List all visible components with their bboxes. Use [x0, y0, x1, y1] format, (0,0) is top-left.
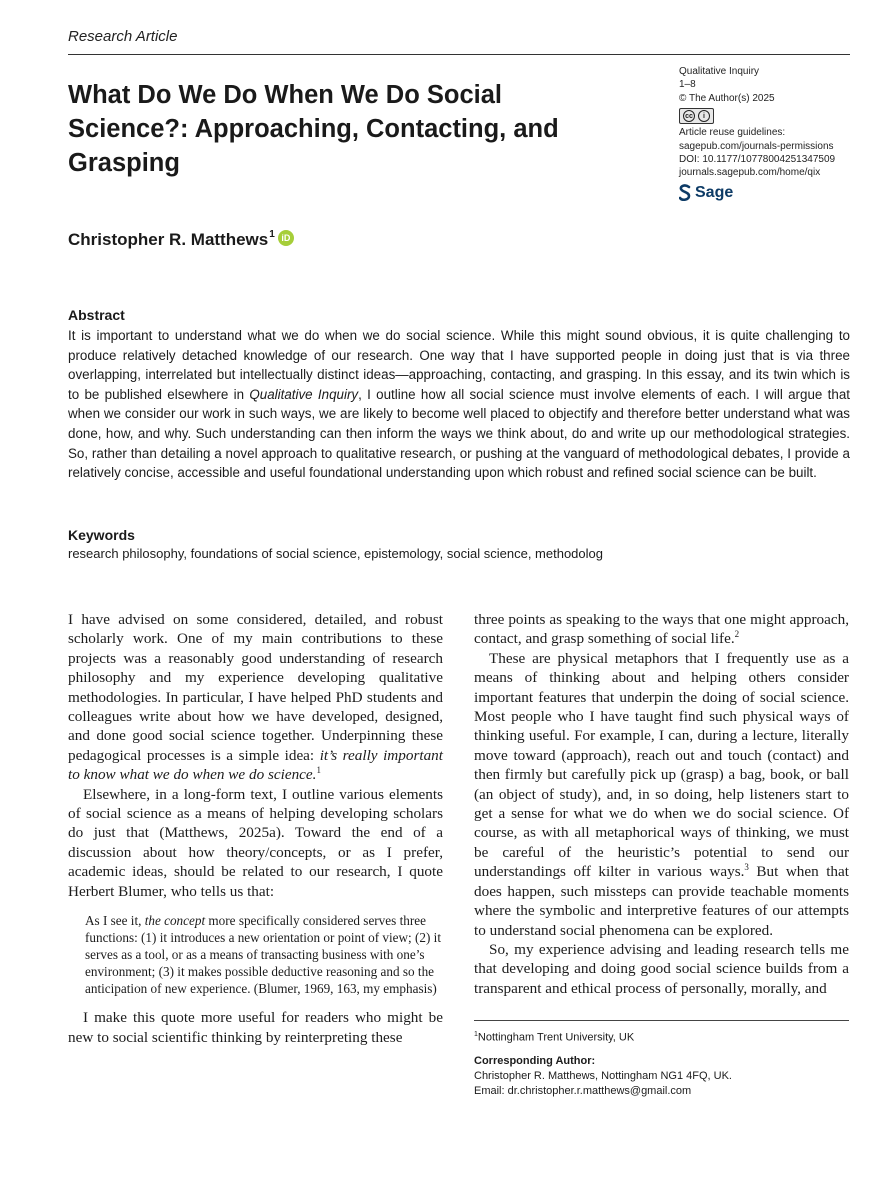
abstract-journal-name: Qualitative Inquiry: [249, 386, 359, 402]
body-paragraph: I make this quote more useful for readers who might be new to social scientific thinking by reinterpreting these: [68, 1009, 443, 1046]
footnote-marker[interactable]: 3: [744, 862, 749, 873]
body-paragraph: three points as speaking to the ways that one might approach, contact, and grasp something of social life.$^2$: [474, 611, 849, 648]
reuse-link[interactable]: sagepub.com/journals-permissions: [679, 140, 834, 152]
abstract-text: It is important to understand what we do when we do social science. While this might sound obvious, it is quite challenging to produce relatively detached knowledge of our research. One way that I have supported people in doing just that is via three overlapping, interrelated but intellectually distinct ideas—approaching, contacting, and grasping. In this essay, and its twin which is to be published elsewhere in Qualitative Inquiry, I outline how all social science must involve elements of each. I will argue that when we consider our work in such ways, we are likely to become well placed to objectify and therefore better understand what was done, how, and why. Such understanding can then inform the ways we think about, do and write up our methodological strategies. So, rather than detailing a novel approach to qualitative research, or pushing at the vanguard of methodological debates, I provide a relatively concise, accessible and useful foundational understanding upon which robust and refined social science can be built.: [68, 328, 850, 481]
publisher-name: Sage: [695, 183, 734, 201]
by-icon: i: [698, 110, 710, 122]
body-paragraph: So, my experience advising and leading research tells me that developing and doing good social science builds from a transparent and ethical process of personally, morally, and: [474, 940, 849, 997]
page-range: 1–8: [679, 79, 696, 91]
body-column-right: [474, 610, 849, 998]
cc-license-badge[interactable]: [679, 108, 714, 124]
keywords-heading: Keywords: [68, 527, 135, 543]
emphasis-text: it’s really important to know what we do when we do science.: [68, 746, 443, 784]
journal-link[interactable]: journals.sagepub.com/home/qix: [679, 167, 821, 179]
affiliation-note: $^1$Nottingham Trent University, UK: [474, 1031, 635, 1044]
corresponding-heading: Corresponding Author:: [474, 1055, 596, 1067]
body-paragraph: These are physical metaphors that I frequently use as a means of thinking about and helping others consider important features that underpin the doing of social science. Most people who I have taught find such physical ways of thinking useful. For example, I can, during a lecture, literally move toward (approach), reach out and touch (contact) and then firmly but carefully pick up (grasp) a bag, book, or ball (an object of study), and, in so doing, help listeners start to get a sense for what we do when we do social science. Of course, as with all metaphorical ways of thinking, we must be careful of the heuristic’s potential to send our understandings off kilter in various ways.$^3$ But when that does happen, such missteps can provide teachable moments where the symbolic and interpretive features of our attempts to understand social phenomena can be explored.: [474, 649, 849, 939]
journal-name: Qualitative Inquiry: [679, 66, 760, 77]
footnote-marker[interactable]: 2: [734, 629, 740, 640]
reuse-label: Article reuse guidelines:: [679, 127, 786, 139]
footnote-marker[interactable]: 1: [316, 765, 321, 776]
author-line: [68, 230, 294, 250]
author-name: Christopher R. Matthews: [68, 230, 269, 249]
orcid-icon[interactable]: iD: [278, 230, 294, 246]
footnote-rule: [474, 1020, 849, 1021]
corresponding-author: [474, 1054, 849, 1098]
publisher-logo: [679, 184, 854, 201]
abstract-heading: Abstract: [68, 307, 125, 323]
sage-logo-icon: [679, 184, 691, 201]
block-quote: As I see it, the concept more specifically considered serves three functions: (1) it introduces a new orientation or point of view; (2) it serves as a tool, or as a means of transacting business with one’s environment; (3) it makes possible deductive reasoning and so the anticipation of new experience. (Blumer, 1969, 163, my emphasis): [85, 913, 441, 997]
corresponding-email[interactable]: Email: dr.christopher.r.matthews@gmail.com: [474, 1084, 692, 1097]
running-head: Research Article: [68, 28, 178, 45]
cc-icon: cc: [683, 110, 695, 122]
keywords-text: research philosophy, foundations of social science, epistemology, social science, methodolog: [68, 546, 603, 561]
body-column-left: [68, 610, 443, 1047]
copyright: © The Author(s) 2025: [679, 92, 775, 104]
corresponding-address: Christopher R. Matthews, Nottingham NG1 4FQ, UK.: [474, 1069, 732, 1082]
body-paragraph: I have advised on some considered, detailed, and robust scholarly work. One of my main contributions to these projects was a reasonably good understanding of research philosophy and my experience developing qualitative methodologies. In particular, I have helped PhD students and colleagues write about how we have developed, designed, and done good social science together. Underpinning these pedagogical processes is a simple idea: it’s really important to know what we do when we do science.$^1$: [68, 611, 443, 784]
journal-meta: [679, 65, 854, 201]
header-rule: [68, 54, 850, 55]
author-affiliation-mark: 1: [269, 229, 275, 240]
article-title: What Do We Do When We Do Social Science?: Approaching, Contacting, and Grasping: [68, 81, 559, 177]
doi[interactable]: DOI: 10.1177/10778004251347509: [679, 154, 836, 166]
body-paragraph: Elsewhere, in a long-form text, I outline various elements of social science as a means of helping developing scholars do just that (Matthews, 2025a). Toward the end of a discussion about how theory/concepts, or as I prefer, academic ideas, should be related to our research, I quote Herbert Blumer, who tells us that:: [68, 785, 443, 900]
